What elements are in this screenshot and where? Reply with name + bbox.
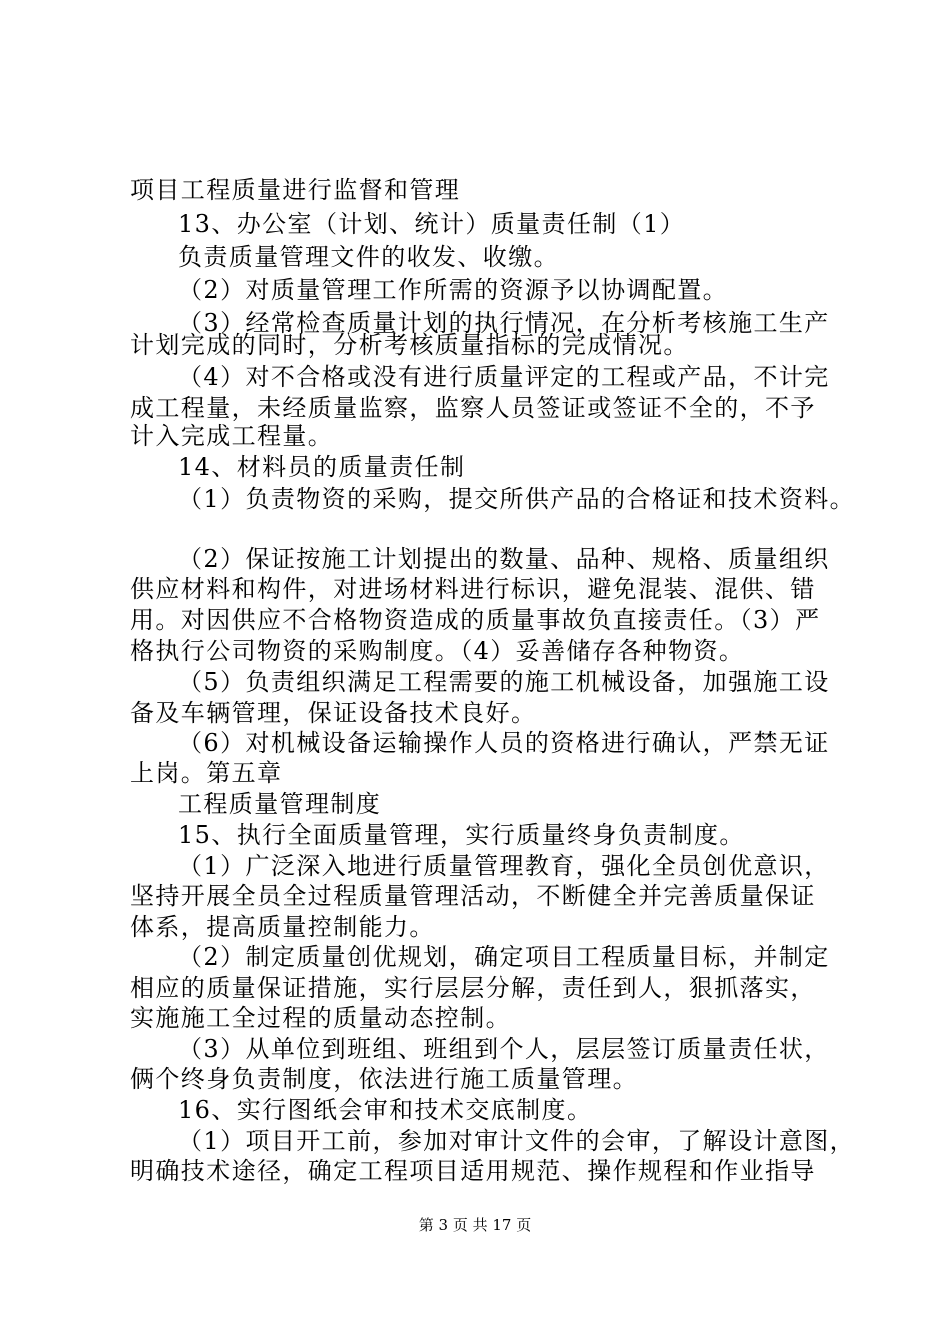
text-line: 供应材料和构件，对进场材料进行标识，避免混装、混供、错 — [130, 575, 816, 603]
text-line: 项目工程质量进行监督和管理 — [130, 176, 461, 204]
text-line: 体系，提高质量控制能力。 — [130, 913, 435, 941]
text-line: 15、执行全面质量管理，实行质量终身负责制度。 — [178, 821, 745, 849]
text-line: （1）负责物资的采购，提交所供产品的合格证和技术资料。 — [178, 485, 856, 513]
text-line: 明确技术途径，确定工程项目适用规范、操作规程和作业指导 — [130, 1157, 816, 1185]
text-line: 实施施工全过程的质量动态控制。 — [130, 1004, 511, 1032]
text-line: 计入完成工程量。 — [130, 422, 334, 450]
text-line: （5）负责组织满足工程需要的施工机械设备，加强施工设 — [178, 668, 830, 696]
text-line: （2）制定质量创优规划，确定项目工程质量目标，并制定 — [178, 943, 830, 971]
text-line: 上岗。第五章 — [130, 759, 283, 787]
text-line: 用。对因供应不合格物资造成的质量事故负直接责任。（3）严 — [130, 606, 821, 634]
text-line: 计划完成的同时，分析考核质量指标的完成情况。 — [130, 331, 689, 359]
text-line: 格执行公司物资的采购制度。（4）妥善储存各种物资。 — [130, 637, 745, 665]
section-heading: 工程质量管理制度 — [178, 790, 382, 818]
page-number-footer: 第 3 页 共 17 页 — [418, 1216, 532, 1234]
text-line: 坚持开展全员全过程质量管理活动，不断健全并完善质量保证 — [130, 882, 816, 910]
text-line: 成工程量，未经质量监察，监察人员签证或签证不全的，不予 — [130, 394, 816, 422]
text-line: 负责质量管理文件的收发、收缴。 — [178, 243, 559, 271]
text-line: （1）广泛深入地进行质量管理教育，强化全员创优意识， — [178, 852, 830, 880]
text-line: （3）经常检查质量计划的执行情况，在分析考核施工生产 — [178, 309, 830, 337]
text-line: 相应的质量保证措施，实行层层分解，责任到人，狠抓落实， — [130, 974, 816, 1002]
text-line: 备及车辆管理，保证设备技术良好。 — [130, 699, 537, 727]
text-line: （4）对不合格或没有进行质量评定的工程或产品，不计完 — [178, 363, 830, 391]
text-line: 俩个终身负责制度，依法进行施工质量管理。 — [130, 1065, 638, 1093]
text-line: （6）对机械设备运输操作人员的资格进行确认，严禁无证 — [178, 729, 830, 757]
text-line: 16、实行图纸会审和技术交底制度。 — [178, 1096, 593, 1124]
text-line: （2）保证按施工计划提出的数量、品种、规格、质量组织 — [178, 545, 830, 573]
text-line: （1）项目开工前，参加对审计文件的会审，了解设计意图， — [178, 1127, 856, 1155]
text-line: 14、材料员的质量责任制 — [178, 453, 466, 481]
text-line: 13、办公室（计划、统计）质量责任制（1） — [178, 210, 686, 238]
text-line: （3）从单位到班组、班组到个人，层层签订质量责任状， — [178, 1035, 830, 1063]
text-line: （2）对质量管理工作所需的资源予以协调配置。 — [178, 276, 729, 304]
